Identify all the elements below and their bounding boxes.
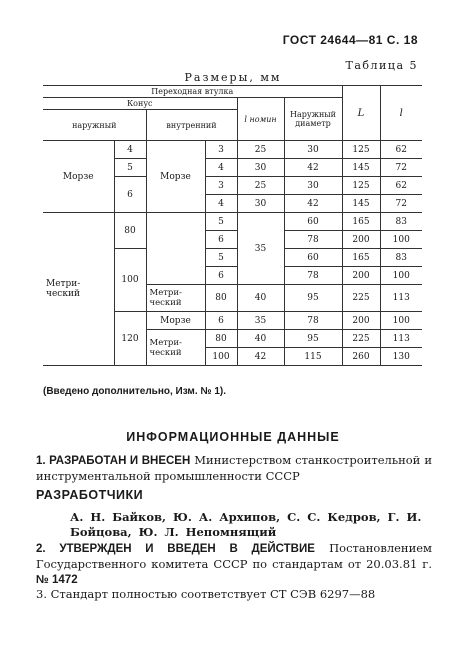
cell: 72 bbox=[380, 195, 422, 213]
cell: 200 bbox=[342, 312, 380, 330]
cell: 115 bbox=[284, 348, 342, 366]
cell: 4 bbox=[114, 141, 146, 159]
header-outer: наружный bbox=[43, 110, 146, 141]
cell: 78 bbox=[284, 267, 342, 285]
cell: 30 bbox=[284, 177, 342, 195]
cell: 60 bbox=[284, 213, 342, 231]
group-metric: Метри-ческий bbox=[43, 213, 114, 366]
cell: 165 bbox=[342, 213, 380, 231]
item-2-label: 2. УТВЕРЖДЕН И ВВЕДЕН В ДЕЙСТВИЕ bbox=[36, 543, 315, 555]
cell: 6 bbox=[205, 312, 237, 330]
header-adapter: Переходная втулка bbox=[43, 86, 342, 98]
inner-morse-2: Морзе bbox=[146, 312, 205, 330]
cell: 125 bbox=[342, 141, 380, 159]
item-1-text: Министерством станкостроительной и инструментальной промышленности СССР bbox=[36, 453, 432, 483]
header-cone: Конус bbox=[43, 98, 237, 110]
cell: 62 bbox=[380, 141, 422, 159]
cell: 40 bbox=[237, 330, 284, 348]
inner-metric-2: Метри-ческий bbox=[146, 330, 205, 366]
table-number: Таблица 5 bbox=[345, 59, 418, 72]
cell: 260 bbox=[342, 348, 380, 366]
cell: 100 bbox=[114, 249, 146, 312]
cell: 35 bbox=[237, 312, 284, 330]
cell: 6 bbox=[205, 231, 237, 249]
cell: 80 bbox=[205, 285, 237, 312]
cell: 120 bbox=[114, 312, 146, 366]
page-header: ГОСТ 24644—81 С. 18 bbox=[282, 33, 418, 47]
cell: 72 bbox=[380, 159, 422, 177]
cell: 40 bbox=[237, 285, 284, 312]
header-inner: внутренний bbox=[146, 110, 237, 141]
inner-morse-blank bbox=[146, 213, 205, 285]
cell: 95 bbox=[284, 330, 342, 348]
cell: 3 bbox=[205, 141, 237, 159]
item-1-label: 1. РАЗРАБОТАН И ВНЕСЕН bbox=[36, 455, 191, 467]
cell: 100 bbox=[205, 348, 237, 366]
cell: 35 bbox=[237, 213, 284, 285]
cell: 200 bbox=[342, 231, 380, 249]
cell: 225 bbox=[342, 330, 380, 348]
cell: 30 bbox=[237, 159, 284, 177]
cell: 113 bbox=[380, 285, 422, 312]
cell: 42 bbox=[284, 195, 342, 213]
item-3: 3. Стандарт полностью соответствует СТ СЭВ 6297—88 bbox=[36, 587, 376, 601]
cell: 95 bbox=[284, 285, 342, 312]
cell: 4 bbox=[205, 159, 237, 177]
table-caption: Размеры, мм bbox=[184, 71, 282, 84]
dimensions-table bbox=[43, 85, 422, 366]
cell: 78 bbox=[284, 312, 342, 330]
inner-metric: Метри-ческий bbox=[146, 285, 205, 312]
cell: 80 bbox=[205, 330, 237, 348]
cell: 113 bbox=[380, 330, 422, 348]
cell: 5 bbox=[205, 213, 237, 231]
cell: 78 bbox=[284, 231, 342, 249]
item-2-text: Постановлением Государственного комитета СССР по стандартам от 20.03.81 г. bbox=[36, 541, 433, 571]
header-diameter: Наружный диаметр bbox=[284, 98, 342, 141]
group-morse: Морзе bbox=[43, 141, 114, 213]
cell: 4 bbox=[205, 195, 237, 213]
table-row bbox=[43, 141, 422, 159]
cell: 25 bbox=[237, 141, 284, 159]
cell: 200 bbox=[342, 267, 380, 285]
cell: 100 bbox=[380, 267, 422, 285]
item-1 bbox=[36, 453, 432, 484]
cell: 100 bbox=[380, 312, 422, 330]
info-title: ИНФОРМАЦИОННЫЕ ДАННЫЕ bbox=[126, 430, 340, 444]
header-l: l bbox=[380, 86, 422, 141]
cell: 83 bbox=[380, 213, 422, 231]
cell: 100 bbox=[380, 231, 422, 249]
cell: 5 bbox=[205, 249, 237, 267]
inner-morse: Морзе bbox=[146, 141, 205, 213]
cell: 5 bbox=[114, 159, 146, 177]
cell: 6 bbox=[205, 267, 237, 285]
header-lnom: l номин bbox=[237, 98, 284, 141]
developers-list: А. Н. Байков, Ю. А. Архипов, С. С. Кедров, Г. И. Бойцова, Ю. Л. Непомнящий bbox=[70, 510, 422, 539]
cell: 42 bbox=[237, 348, 284, 366]
cell: 6 bbox=[114, 177, 146, 213]
cell: 25 bbox=[237, 177, 284, 195]
cell: 3 bbox=[205, 177, 237, 195]
header-L: L bbox=[342, 86, 380, 141]
cell: 145 bbox=[342, 195, 380, 213]
cell: 62 bbox=[380, 177, 422, 195]
cell: 30 bbox=[284, 141, 342, 159]
cell: 42 bbox=[284, 159, 342, 177]
cell: 165 bbox=[342, 249, 380, 267]
item-2-number: № 1472 bbox=[36, 574, 78, 586]
cell: 130 bbox=[380, 348, 422, 366]
developers-title: РАЗРАБОТЧИКИ bbox=[36, 488, 144, 502]
cell: 30 bbox=[237, 195, 284, 213]
cell: 60 bbox=[284, 249, 342, 267]
cell: 145 bbox=[342, 159, 380, 177]
cell: 225 bbox=[342, 285, 380, 312]
cell: 125 bbox=[342, 177, 380, 195]
item-2 bbox=[36, 541, 432, 588]
cell: 83 bbox=[380, 249, 422, 267]
cell: 80 bbox=[114, 213, 146, 249]
amendment-note: (Введено дополнительно, Изм. № 1). bbox=[43, 386, 226, 397]
table-row bbox=[43, 213, 422, 231]
